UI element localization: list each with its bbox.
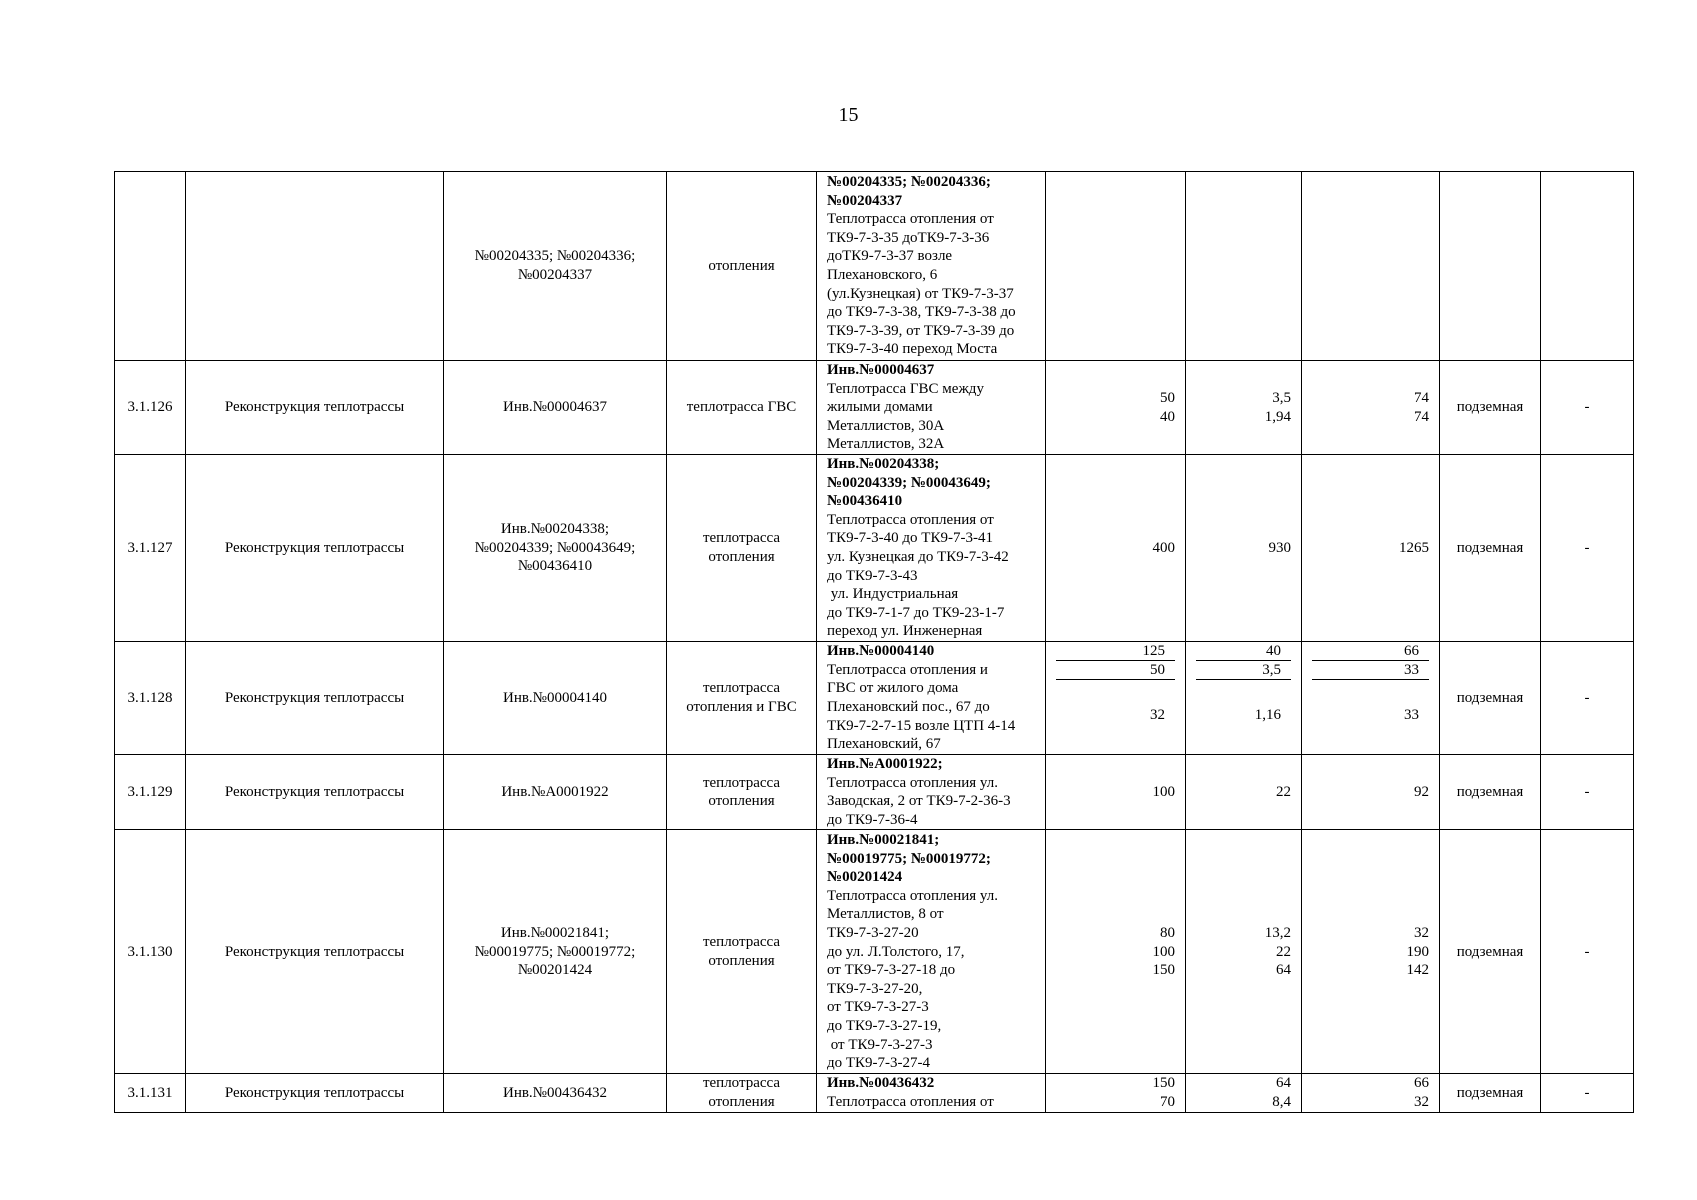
text-line: Теплотрасса отопления от [827,211,994,228]
cell-num: 3.1.128 [115,642,186,755]
text-line: Инв.№00204338; [827,456,940,473]
text-line: 150 [1152,962,1175,979]
cell-work: Реконструкция теплотрассы [186,642,444,755]
cell-volume [1302,1074,1440,1112]
cell-note: - [1541,361,1634,455]
text-line: до ТК9-7-3-38, ТК9-7-3-38 до [827,304,1016,321]
sub-value: 40 [1196,642,1291,661]
text-line: Теплотрасса отопления и [827,661,988,678]
text-line: отопления [708,1093,775,1110]
text-line: Теплотрасса отопления ул. [827,887,998,904]
description-text [827,210,1035,359]
table-row [115,755,1634,830]
text-line: ул. Индустриальная [827,586,959,603]
sub-value: 33 [1312,661,1429,680]
text-line: 3,5 [1272,389,1291,406]
text-line: 22 [1276,783,1291,800]
text-line: Инв.№00021841; [827,832,940,849]
text-line: 1,94 [1264,408,1291,425]
text-line: №00019775; №00019772; [827,850,991,867]
text-line: теплотрасса [702,680,781,697]
text-line: 70 [1160,1093,1175,1110]
text-line: Теплотрасса отопления ул. [827,774,998,791]
cell-diameter [1046,1074,1186,1112]
text-line: отопления и ГВС [686,699,797,715]
cell-diameter [1046,455,1186,642]
inventory-number [827,455,1035,511]
text-line: 32 [1414,1093,1429,1110]
cell-diameter [1046,755,1186,830]
cell-type [667,455,817,642]
inventory-number [827,1074,1035,1093]
text-line: Инв.№00021841; [500,924,610,941]
text-line: Инв.№00004637 [827,362,935,379]
text-line: №00201424 [827,869,903,886]
cell-volume [1302,361,1440,455]
text-line: отопления [708,549,775,565]
cell-diameter [1046,361,1186,455]
sub-value: 66 [1312,642,1429,661]
text-line: от ТК9-7-3-27-3 [827,999,929,1016]
cell-length [1186,455,1302,642]
text-line: теплотрасса [702,774,781,791]
description-text [827,380,1035,454]
sub-value: 1,16 [1254,707,1281,723]
text-line: 32 [1414,924,1429,941]
text-line: Инв.№00004637 [502,399,607,416]
description-text [827,774,1035,830]
cell-length [1186,1074,1302,1112]
text-line: №00204339; №00043649; [474,539,636,556]
cell-method: подземная [1440,830,1541,1074]
page-number: 15 [838,104,859,126]
text-line: от ТК9-7-3-27-3 [827,1036,933,1053]
text-line: ТК9-7-3-40 до ТК9-7-3-41 [827,530,993,547]
cell-volume [1302,172,1440,361]
text-line: 100 [1152,943,1175,960]
table-row [115,1074,1634,1112]
cell-num: 3.1.131 [115,1074,186,1112]
sub-value: 33 [1404,707,1419,723]
cell-volume [1302,642,1440,755]
text-line: №00019775; №00019772; [474,943,636,960]
text-line: теплотрасса [702,1075,781,1092]
cell-description [817,642,1046,755]
text-line: Металлистов, 8 от [827,906,944,923]
cell-method: подземная [1440,755,1541,830]
cell-description [817,172,1046,361]
cell-description [817,361,1046,455]
cell-length [1186,830,1302,1074]
cell-work: Реконструкция теплотрассы [186,455,444,642]
cell-volume [1302,830,1440,1074]
text-line: Инв.№00436432 [827,1075,935,1092]
text-line: доТК9-7-3-37 возле [827,248,953,265]
text-line: Инв.№00004140 [827,643,935,660]
text-line: до ТК9-7-3-27-4 [827,1055,931,1072]
text-line: 400 [1152,539,1175,556]
text-line: от ТК9-7-3-27-18 до [827,962,956,979]
text-line: 64 [1276,1075,1291,1092]
text-line: Плехановский, 67 [827,736,941,753]
table-row [115,642,1634,755]
cell-description [817,455,1046,642]
sub-value: 3,5 [1196,661,1291,680]
text-line: теплотрасса [702,530,781,547]
text-line: 190 [1406,943,1429,960]
text-line: до ТК9-7-3-43 [827,567,918,584]
sub-value: 125 [1056,642,1175,661]
text-line: Теплотрасса ГВС между [827,380,984,397]
table-row [115,830,1634,1074]
cell-work [186,172,444,361]
cell-volume [1302,755,1440,830]
text-line: 50 [1160,389,1175,406]
cell-method: подземная [1440,642,1541,755]
text-line: 64 [1276,962,1291,979]
inventory-number [827,173,1035,210]
cell-method [1440,172,1541,361]
text-line: 1265 [1399,539,1429,556]
text-line: ТК9-7-3-40 переход Моста [827,341,998,358]
text-line: ТК9-7-3-39, от ТК9-7-3-39 до [827,322,1015,339]
description-text [827,661,1035,754]
text-line: переход ул. Инженерная [827,623,983,640]
cell-volume [1302,455,1440,642]
text-line: (ул.Кузнецкая) от ТК9-7-3-37 [827,285,1014,302]
text-line: до ТК9-7-36-4 [827,811,918,828]
text-line: Инв.№00436432 [502,1084,607,1101]
text-line: Теплотрасса отопления от [827,1093,994,1110]
text-line: ТК9-7-3-27-20, [827,980,923,997]
cell-method: подземная [1440,455,1541,642]
cell-note: - [1541,830,1634,1074]
text-line: ТК9-7-2-7-15 возле ЦТП 4-14 [827,717,1016,734]
text-line: №00201424 [517,962,593,979]
text-line: Металлистов, 32А [827,436,945,453]
cell-length [1186,642,1302,755]
table-row [115,361,1634,455]
text-line: 74 [1414,389,1429,406]
cell-num: 3.1.130 [115,830,186,1074]
text-line: теплотрасса ГВС [686,399,797,416]
cell-diameter [1046,642,1186,755]
cell-work: Реконструкция теплотрассы [186,830,444,1074]
text-line: №00436410 [517,558,593,575]
text-line: 66 [1414,1075,1429,1092]
text-line: Заводская, 2 от ТК9-7-2-36-3 [827,793,1011,810]
sub-value: 50 [1056,661,1175,680]
cell-type [667,642,817,755]
cell-work: Реконструкция теплотрассы [186,1074,444,1112]
cell-method: подземная [1440,1074,1541,1112]
text-line: Металлистов, 30А [827,417,945,434]
text-line: 40 [1160,408,1175,425]
cell-inv [444,172,667,361]
text-line: 100 [1152,783,1175,800]
cell-method: подземная [1440,361,1541,455]
cell-num: 3.1.126 [115,361,186,455]
cell-description [817,830,1046,1074]
cell-type [667,1074,817,1112]
text-line: Инв.№А0001922; [827,756,943,772]
cell-inv [444,1074,667,1112]
text-line: 930 [1268,539,1291,556]
text-line: №00204335; №00204336; [827,174,991,191]
description-text [827,887,1035,1073]
text-line: до ул. Л.Толстого, 17, [827,943,965,960]
cell-inv [444,455,667,642]
text-line: до ТК9-7-3-27-19, [827,1017,942,1034]
cell-note: - [1541,642,1634,755]
text-line: ТК9-7-3-35 доТК9-7-3-36 [827,229,990,246]
text-line: №00204337 [517,267,593,283]
cell-description [817,1074,1046,1112]
cell-description [817,755,1046,830]
text-line: 142 [1406,962,1429,979]
text-line: Инв.№00204338; [500,521,610,538]
cell-note: - [1541,755,1634,830]
text-line: до ТК9-7-1-7 до ТК9-23-1-7 [827,604,1005,621]
text-line: ул. Кузнецкая до ТК9-7-3-42 [827,549,1009,565]
text-line: Плехановского, 6 [827,267,938,283]
inventory-number [827,831,1035,887]
text-line: Инв.№00004140 [502,689,607,706]
text-line: 92 [1414,783,1429,800]
cell-num: 3.1.129 [115,755,186,830]
inventory-number [827,642,1035,661]
table-row [115,455,1634,642]
cell-num: 3.1.127 [115,455,186,642]
cell-length [1186,755,1302,830]
cell-type [667,361,817,455]
text-line: 150 [1152,1075,1175,1092]
cell-work: Реконструкция теплотрассы [186,361,444,455]
text-line: 74 [1414,408,1429,425]
cell-type [667,830,817,1074]
cell-inv [444,830,667,1074]
cell-note: - [1541,1074,1634,1112]
text-line: ТК9-7-3-27-20 [827,924,919,941]
text-line: 8,4 [1272,1093,1291,1110]
cell-diameter [1046,172,1186,361]
text-line: №00204335; №00204336; [474,248,636,265]
cell-length [1186,361,1302,455]
text-line: 80 [1160,924,1175,941]
cell-inv [444,642,667,755]
text-line: теплотрасса [702,934,781,951]
works-table [114,171,1634,1113]
table-row [115,172,1634,361]
text-line: №00204337 [827,192,903,209]
inventory-number [827,755,1035,774]
text-line: Плехановский пос., 67 до [827,699,990,715]
cell-num [115,172,186,361]
cell-type [667,172,817,361]
inventory-number [827,361,1035,380]
cell-note [1541,172,1634,361]
text-line: Теплотрасса отопления от [827,511,994,528]
cell-diameter [1046,830,1186,1074]
cell-work: Реконструкция теплотрассы [186,755,444,830]
cell-note: - [1541,455,1634,642]
text-line: №00204339; №00043649; [827,474,991,491]
text-line: отопления [708,257,775,274]
cell-inv [444,361,667,455]
text-line: отопления [708,793,775,810]
text-line: №00436410 [827,493,903,510]
sub-value: 32 [1150,707,1165,723]
cell-length [1186,172,1302,361]
description-text [827,1093,1035,1112]
cell-inv [444,755,667,830]
text-line: 13,2 [1264,924,1291,941]
text-line: ГВС от жилого дома [827,680,959,697]
text-line: жилыми домами [827,399,933,416]
cell-type [667,755,817,830]
text-line: отопления [708,952,775,969]
description-text [827,511,1035,641]
text-line: 22 [1276,943,1291,960]
text-line: Инв.№А0001922 [501,783,609,800]
